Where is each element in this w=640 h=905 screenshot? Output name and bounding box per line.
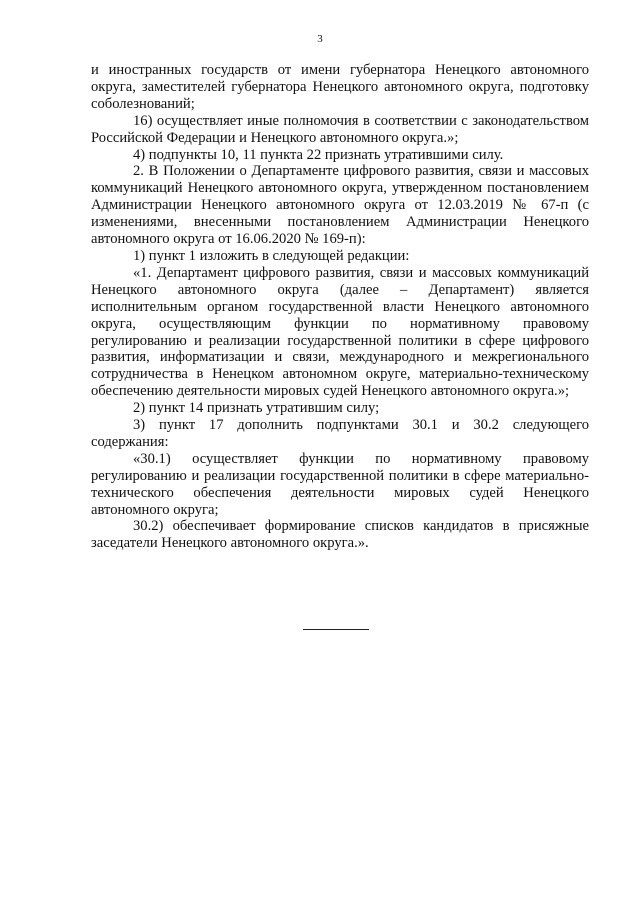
paragraph-section-2: 2. В Положении о Департаменте цифрового развития, связи и массовых коммуникаций Ненецкого автономного округа, утвержденном постановлением Администрации Ненецкого автономного округа от 12.03.2019 № 67-п (с изменениями, внесенными постановлением Администрации Ненецкого автономного округа от 16.06.2020 № 169-п):	[91, 163, 589, 248]
paragraph-subitem-2: 2) пункт 14 признать утратившим силу;	[133, 400, 380, 417]
paragraph-subitem-3: 3) пункт 17 дополнить подпунктами 30.1 и 30.2 следующего содержания:	[91, 417, 589, 450]
paragraph-quoted-30-1: «30.1) осуществляет функции по нормативному правовому регулированию и реализации государственной политики в сфере материально-технического обеспечения деятельности мировых судей Ненецкого автономного округа;	[91, 450, 589, 518]
paragraph-subitem-1: 1) пункт 1 изложить в следующей редакции:	[133, 247, 410, 264]
paragraph-quoted-point-1: «1. Департамент цифрового развития, связи и массовых коммуникаций Ненецкого автономного округа (далее – Департамент) является исполнительным органом государственной власти Ненецкого автономного округа, осуществляющим функции по нормативному правовому регулированию и реализации государственной политики в сфере цифрового развития, информатизации и связи, международного и межрегионального сотрудничества в Ненецком автономном округе, материально-техническому обеспечению деятельности мировых судей Ненецкого автономного округа.»;	[91, 264, 589, 400]
paragraph-quoted-30-2: 30.2) обеспечивает формирование списков кандидатов в присяжные заседатели Ненецкого автономного округа.».	[91, 518, 589, 552]
page-number: 3	[317, 33, 323, 45]
paragraph-item-16: 16) осуществляет иные полномочия в соответствии с законодательством Российской Федерации и Ненецкого автономного округа.»;	[91, 112, 589, 146]
document-body	[91, 62, 589, 552]
end-separator-line	[303, 629, 369, 630]
paragraph-continuation: и иностранных государств от имени губернатора Ненецкого автономного округа, заместителей губернатора Ненецкого автономного округа, подготовку соболезнований;	[91, 62, 589, 112]
paragraph-item-4: 4) подпункты 10, 11 пункта 22 признать утратившими силу.	[133, 146, 504, 163]
